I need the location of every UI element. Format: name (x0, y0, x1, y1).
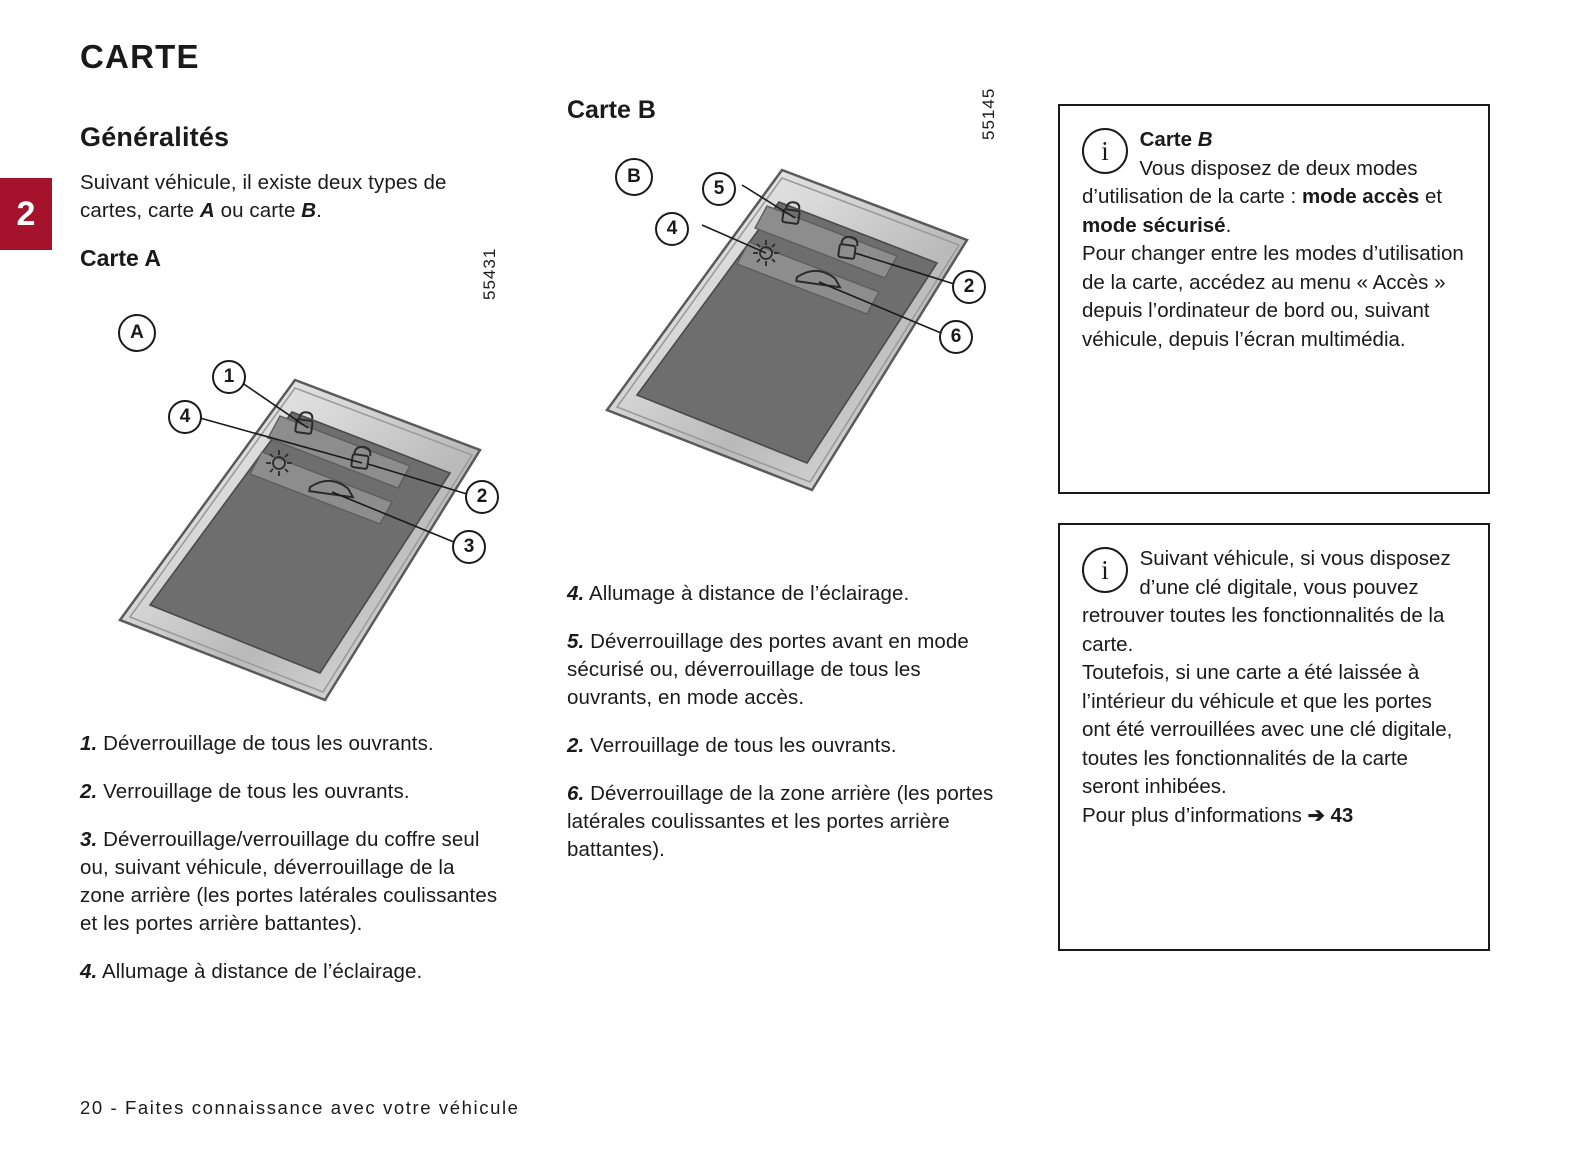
note-paragraph (1082, 155, 1466, 241)
item-text: Déverrouillage de la zone arrière (les portes latérales coulissantes et les portes arrière battantes). (567, 782, 994, 861)
sub-heading-carte-a: Carte A (80, 245, 161, 271)
item-number: 3. (80, 828, 98, 851)
page-footer: 20 - Faites connaissance avec votre véhicule (80, 1097, 520, 1118)
list-item (567, 580, 999, 608)
note-paragraph-reference (1082, 802, 1466, 831)
sub-heading-carte-b: Carte B (567, 96, 656, 124)
card-a-illustration (80, 300, 520, 720)
note-text: . (1225, 213, 1232, 237)
intro-middle: ou carte (214, 199, 302, 222)
item-number: 4. (80, 960, 98, 983)
list-item (567, 780, 999, 864)
figure-b-letter: B (615, 158, 653, 196)
intro-prefix: Suivant véhicule, il existe deux types de cartes, carte (80, 171, 447, 222)
item-number: 5. (567, 630, 585, 653)
callout-4: 4 (655, 212, 689, 246)
item-text: Allumage à distance de l’éclairage. (588, 582, 910, 605)
intro-card-b: B (301, 199, 317, 222)
note-paragraph: Toutefois, si une carte a été laissée à l’intérieur du véhicule et que les portes ont été verrouillées avec une clé digitale, toutes les fonctionnalités de la carte seront inhibées. (1082, 661, 1453, 798)
note-bold-mode-acces: mode accès (1301, 185, 1420, 208)
item-text: Déverrouillage de tous les ouvrants. (103, 732, 434, 755)
list-item (567, 732, 999, 760)
list-item (80, 826, 505, 938)
item-text: Allumage à distance de l’éclairage. (101, 960, 423, 983)
figure-a-letter: A (118, 314, 156, 352)
note-title-prefix: Carte (1139, 128, 1198, 151)
callout-2: 2 (465, 480, 499, 514)
note-text: et (1419, 185, 1443, 208)
middle-column (567, 96, 1002, 135)
section-heading-generalites: Généralités (80, 122, 230, 152)
card-b-illustration (567, 140, 1007, 580)
info-icon: i (1082, 547, 1128, 593)
list-item (80, 958, 505, 986)
figure-a-code: 55431 (480, 247, 499, 300)
figure-b-code: 55145 (979, 87, 998, 140)
left-column (80, 122, 510, 282)
note-title (1082, 126, 1466, 155)
callout-1: 1 (212, 360, 246, 394)
item-number: 2. (80, 780, 98, 803)
list-item (80, 730, 505, 758)
intro-suffix: . (316, 199, 322, 222)
list-item (567, 628, 999, 712)
note-paragraph: Pour changer entre les modes d’utilisation de la carte, accédez au menu « Accès » depuis l’ordinateur de bord ou, suivant véhicule, depuis l’écran multimédia. (1082, 242, 1464, 351)
arrow-icon: ➔ (1307, 803, 1325, 827)
callout-3: 3 (452, 530, 486, 564)
item-text: Verrouillage de tous les ouvrants. (103, 780, 410, 803)
callout-2: 2 (952, 270, 986, 304)
note-box-cle-digitale (1058, 523, 1490, 951)
callout-5: 5 (702, 172, 736, 206)
item-text: Verrouillage de tous les ouvrants. (590, 734, 897, 757)
note-title-letter: B (1197, 128, 1213, 151)
item-number: 1. (80, 732, 98, 755)
item-text: Déverrouillage/verrouillage du coffre seul ou, suivant véhicule, déverrouillage de la zone arrière (les portes latérales coulissantes et les portes arrière battantes). (80, 828, 498, 935)
item-number: 6. (567, 782, 585, 805)
page-title: CARTE (80, 38, 200, 75)
note-paragraph: Suivant véhicule, si vous disposez d’une clé digitale, vous pouvez retrouver toutes les fonctionnalités de la carte. (1082, 547, 1451, 656)
note-text: Vous disposez de deux modes d’utilisation de la carte : (1082, 156, 1418, 208)
note-text: Pour plus d’informations (1082, 803, 1308, 827)
intro-card-a: A (199, 199, 215, 222)
intro-paragraph (80, 169, 510, 225)
callout-4: 4 (168, 400, 202, 434)
callout-6: 6 (939, 320, 973, 354)
middle-column-items (567, 580, 999, 884)
chapter-tab: 2 (0, 178, 52, 250)
item-number: 2. (567, 734, 585, 757)
left-column-items (80, 730, 505, 1006)
item-text: Déverrouillage des portes avant en mode sécurisé ou, déverrouillage de tous les ouvrants, en mode accès. (567, 630, 969, 709)
page-reference: 43 (1330, 803, 1354, 827)
list-item (80, 778, 505, 806)
item-number: 4. (567, 582, 585, 605)
note-box-carte-b (1058, 104, 1490, 494)
info-icon: i (1082, 128, 1128, 174)
note-bold-mode-securise: mode sécurisé (1082, 213, 1226, 237)
